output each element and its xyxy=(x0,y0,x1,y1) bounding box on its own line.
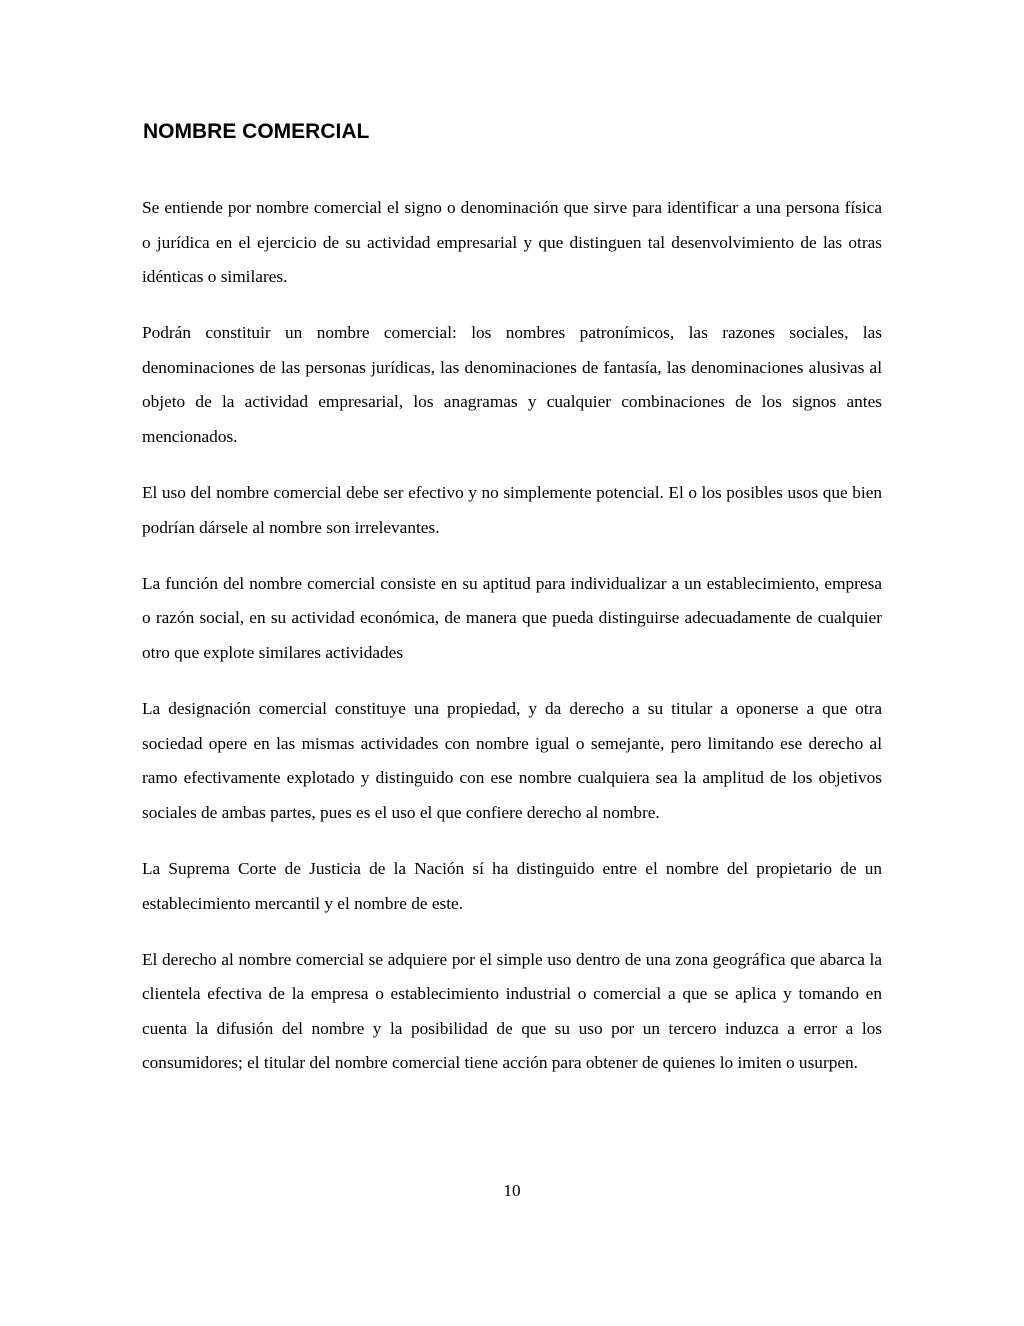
paragraph-function: La función del nombre comercial consiste en su aptitud para individualizar a un establecimiento, empresa o razón social, en su actividad económica, de manera que pueda distinguirse adecuadamente de cualquier otro que explote similares actividades xyxy=(142,573,882,663)
paragraph-effective-use: El uso del nombre comercial debe ser efectivo y no simplemente potencial. El o los posibles usos que bien podrían dársele al nombre son irrelevantes. xyxy=(142,483,882,537)
body-text xyxy=(142,191,882,1103)
paragraph-definition: Se entiende por nombre comercial el signo o denominación que sirve para identificar a una persona física o jurídica en el ejercicio de su actividad empresarial y que distinguen tal desenvolvimiento de las otras idénticas o similares. xyxy=(142,198,882,287)
paragraph-acquisition: El derecho al nombre comercial se adquiere por el simple uso dentro de una zona geográfica que abarca la clientela efectiva de la empresa o establecimiento industrial o comercial a que se aplica y tomando en cuenta la difusión del nombre y la posibilidad de que su uso por un tercero induzca a error a los consumidores; el titular del nombre comercial tiene acción para obtener de quienes lo imiten o usurpen. xyxy=(142,949,882,1073)
paragraph-supreme-court: La Suprema Corte de Justicia de la Nación sí ha distinguido entre el nombre del propietario de un establecimiento mercantil y el nombre de este. xyxy=(142,859,882,913)
page-number: 10 xyxy=(503,1181,521,1200)
paragraph-constituents: Podrán constituir un nombre comercial: los nombres patronímicos, las razones sociales, las denominaciones de las personas jurídicas, las denominaciones de fantasía, las denominaciones alusivas al objeto de la actividad empresarial, los anagramas y cualquier combinaciones de los signos antes mencionados. xyxy=(142,323,882,447)
paragraph-designation: La designación comercial constituye una propiedad, y da derecho a su titular a oponerse a que otra sociedad opere en las mismas actividades con nombre igual o semejante, pero limitando ese derecho al ramo efectivamente explotado y distinguido con ese nombre cualquiera sea la amplitud de los objetivos sociales de ambas partes, pues es el uso el que confiere derecho al nombre. xyxy=(142,699,882,822)
section-heading: NOMBRE COMERCIAL xyxy=(143,120,370,143)
